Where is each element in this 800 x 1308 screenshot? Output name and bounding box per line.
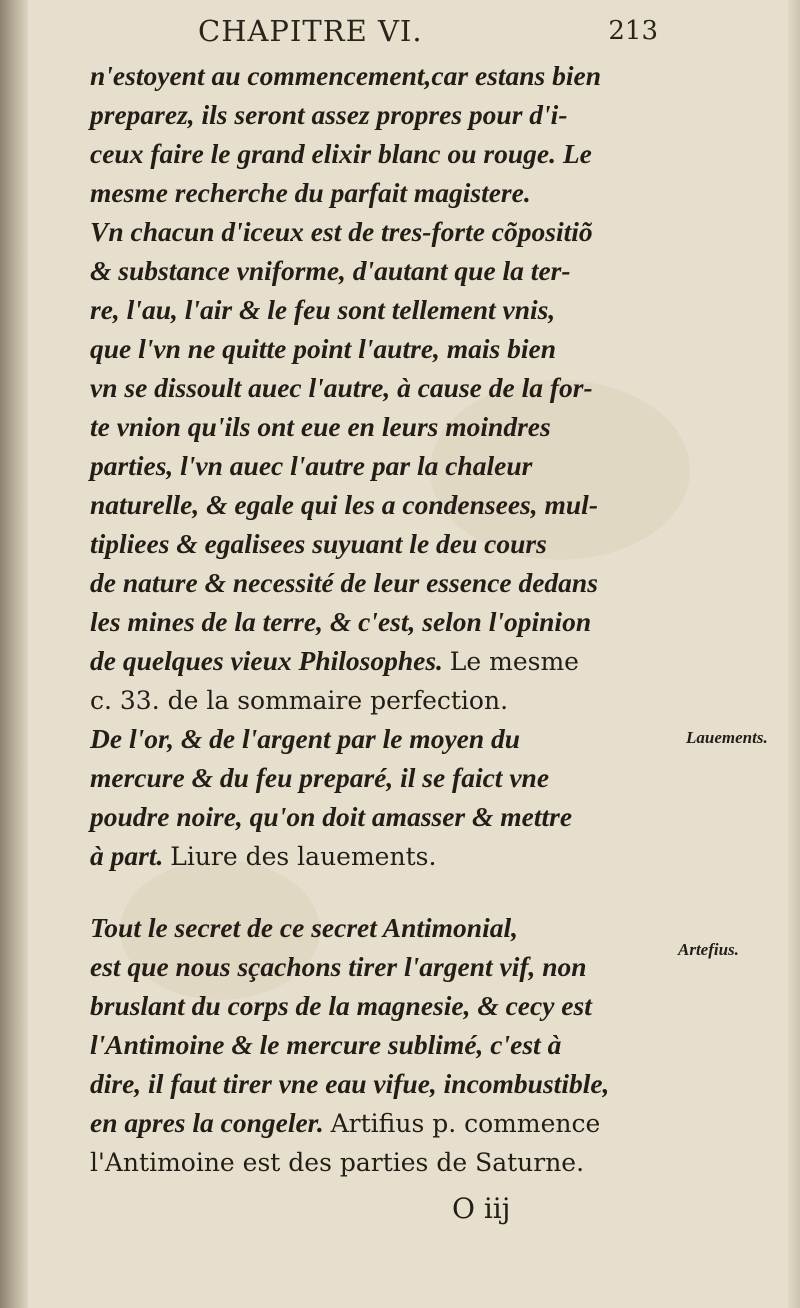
margin-note-lauements: Lauements. xyxy=(686,728,768,747)
text-line-8: que l'vn ne quitte point l'autre, mais bien xyxy=(90,333,557,364)
text-line-7: re, l'au, l'air & le feu sont tellement vnis, xyxy=(90,294,556,325)
text-line-9: vn se dissoult auec l'autre, à cause de la for- xyxy=(90,372,593,403)
page-number: 213 xyxy=(608,16,658,46)
text-line-12: naturelle, & egale qui les a condensees, mul- xyxy=(90,489,598,520)
text-line-5: Vn chacun d'iceux est de tres-forte cõpositiõ xyxy=(90,216,593,247)
text-line-22: Tout le secret de ce secret Antimonial, xyxy=(90,912,518,943)
text-line-3: ceux faire le grand elixir blanc ou rouge. Le xyxy=(90,138,592,169)
text-line-14: de nature & necessité de leur essence dedans xyxy=(90,567,598,598)
text-line-23: est que nous sçachons tirer l'argent vif, non xyxy=(90,951,587,982)
text-line-25: l'Antimoine & le mercure sublimé, c'est à xyxy=(90,1029,562,1060)
text-line-11: parties, l'vn auec l'autre par la chaleur xyxy=(90,450,533,481)
text-line-16: de quelques vieux Philosophes. Le mesme xyxy=(90,645,579,676)
text-line-6: & substance vniforme, d'autant que la ter- xyxy=(90,255,571,286)
text-line-26: dire, il faut tirer vne eau vifue, incombustible, xyxy=(90,1068,610,1099)
page-gutter xyxy=(0,0,28,1308)
text-line-13: tipliees & egalisees suyuant le deu cours xyxy=(90,528,547,559)
text-line-28: l'Antimoine est des parties de Saturne. xyxy=(90,1148,585,1177)
chapter-title: CHAPITRE VI. xyxy=(198,14,423,48)
text-line-27: en apres la congeler. Artifius p. commence xyxy=(90,1107,601,1138)
text-line-15: les mines de la terre, & c'est, selon l'opinion xyxy=(90,606,592,637)
text-line-17: c. 33. de la sommaire perfection. xyxy=(90,686,509,715)
running-header xyxy=(198,14,658,54)
text-line-18: De l'or, & de l'argent par le moyen du xyxy=(90,723,521,754)
text-line-1: n'estoyent au commencement,car estans bien xyxy=(90,60,602,91)
margin-note-artefius: Artefius. xyxy=(678,940,739,959)
text-line-2: preparez, ils seront assez propres pour d'i- xyxy=(90,99,568,130)
text-line-4: mesme recherche du parfait magistere. xyxy=(90,177,531,208)
text-line-10: te vnion qu'ils ont eue en leurs moindres xyxy=(90,411,551,442)
text-line-21: à part. Liure des lauements. xyxy=(90,840,437,871)
text-line-19: mercure & du feu preparé, il se faict vne xyxy=(90,762,550,793)
signature-mark: O iij xyxy=(452,1192,511,1225)
text-line-20: poudre noire, qu'on doit amasser & mettre xyxy=(90,801,573,832)
text-line-24: bruslant du corps de la magnesie, & cecy est xyxy=(90,990,592,1021)
page-edge xyxy=(788,0,800,1308)
